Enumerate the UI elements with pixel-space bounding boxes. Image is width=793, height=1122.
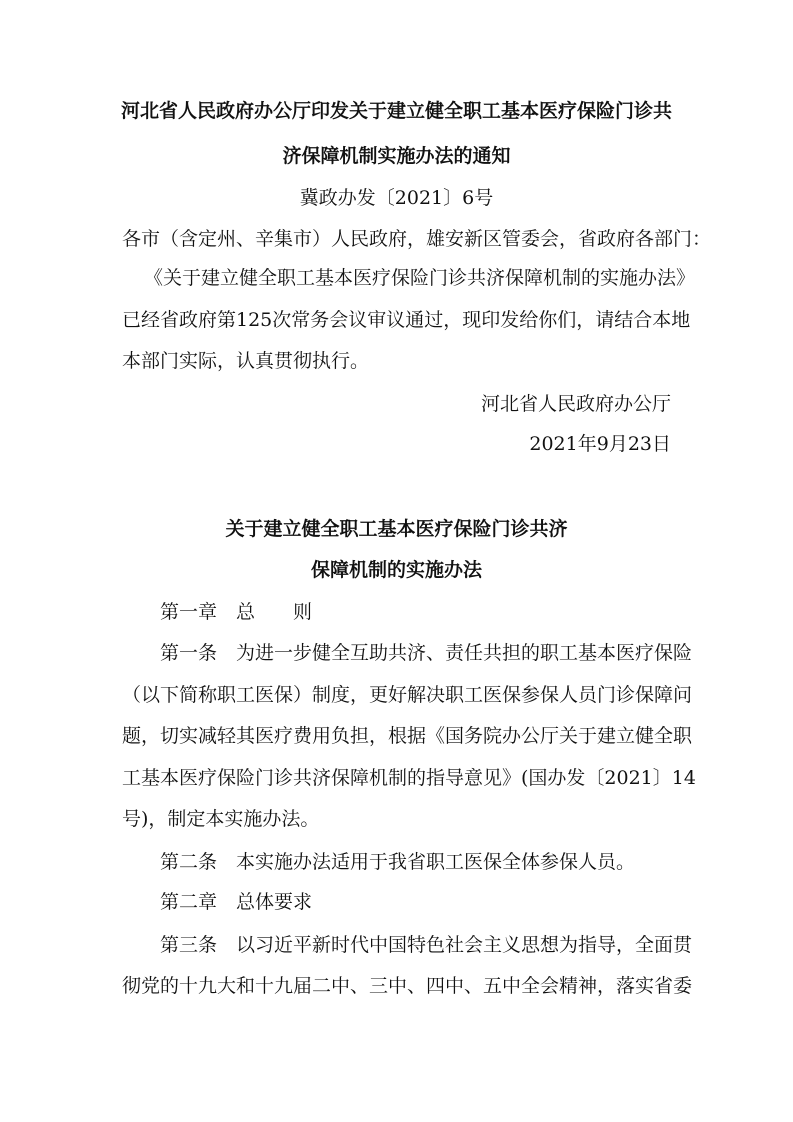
issue-date: 2021年9月23日 [529, 433, 671, 455]
chapter-2-heading: 第二章 总体要求 [160, 891, 313, 913]
notice-title-line-1: 河北省人民政府办公厅印发关于建立健全职工基本医疗保险门诊共 [120, 100, 672, 122]
notice-body-line-1: 《关于建立健全职工基本医疗保险门诊共济保障机制的实施办法》 [144, 267, 696, 289]
article-1-line: （以下简称职工医保）制度，更好解决职工医保参保人员门诊保障问 [122, 684, 693, 706]
document-number: 冀政办发〔2021〕6号 [299, 187, 494, 209]
chapter-1-heading: 第一章 总 则 [160, 601, 313, 623]
article-1-line: 工基本医疗保险门诊共济保障机制的指导意见》(国办发〔2021〕14 [122, 767, 696, 789]
notice-body-line-2: 已经省政府第125次常务会议审议通过，现印发给你们，请结合本地 [122, 309, 691, 331]
article-1-line: 第一条 为进一步健全互助共济、责任共担的职工基本医疗保险 [160, 642, 693, 664]
article-1-line: 题，切实减轻其医疗费用负担，根据《国务院办公厅关于建立健全职 [122, 725, 693, 747]
measures-title-line-1: 关于建立健全职工基本医疗保险门诊共济 [225, 518, 568, 540]
article-2: 第二条 本实施办法适用于我省职工医保全体参保人员。 [160, 851, 636, 873]
notice-title-line-2: 济保障机制实施办法的通知 [282, 145, 511, 167]
issuer-signature: 河北省人民政府办公厅 [480, 393, 671, 415]
addressee: 各市（含定州、辛集市）人民政府，雄安新区管委会，省政府各部门： [122, 228, 712, 250]
article-3-line: 彻党的十九大和十九届二中、三中、四中、五中全会精神，落实省委 [122, 975, 693, 997]
measures-title-line-2: 保障机制的实施办法 [310, 559, 482, 581]
notice-body-line-3: 本部门实际，认真贯彻执行。 [122, 350, 370, 372]
article-3-line: 第三条 以习近平新时代中国特色社会主义思想为指导，全面贯 [160, 934, 693, 956]
article-1-line: 号)，制定本实施办法。 [122, 808, 320, 830]
